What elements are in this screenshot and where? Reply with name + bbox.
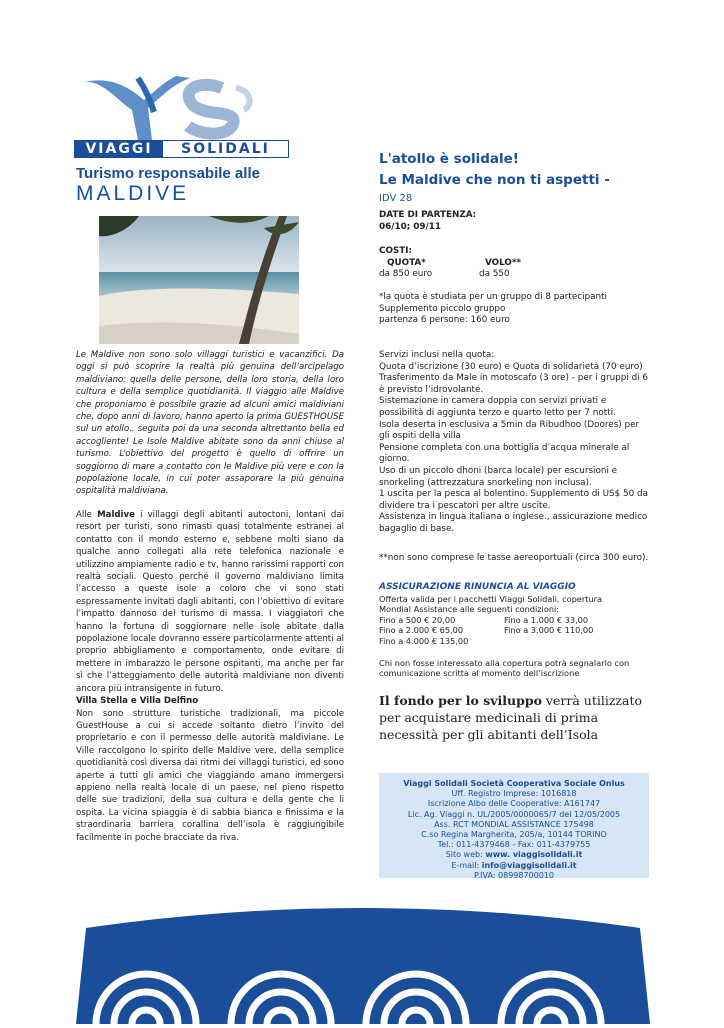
header-tagline: Turismo responsabile alle [76,165,260,182]
logo-word-solidali: SOLIDALI [181,141,270,157]
insurance-note-line: Chi non fosse interessato alla copertura potrà segnalarlo con [379,658,630,668]
volo-label: VOLO** [485,258,522,268]
service-item: Uso di un piccolo dhoni (barca locale) per escursioni e snorkeling (attrezzatura snorkeling non inclusa). [379,465,618,488]
insurance-note-line: comunicazione scritta al momento dell’iscrizione [379,668,580,679]
contact-line: Tel.: 011-4379468 - Fax: 011-4379755 [437,840,591,850]
insurance-cell: Fino a 1.000 € 33,00 [504,614,589,625]
volo-value: da 550 [479,269,510,279]
swirl-pattern-icon [76,898,650,1024]
vat-number: P.IVA: 08998700010 [474,870,554,880]
contact-line: C.so Regina Margherita, 205/a, 10144 TORINO [421,830,607,840]
quota-value: da 850 euro [379,269,433,279]
insurance-line: Mondial Assistance alle seguenti condizioni: [379,604,560,615]
decorative-swirl-banner [76,898,650,1024]
contact-line: Lic. Ag. Viaggi n. UL/2005/0000065/7 del 12/05/2005 [407,809,621,819]
logo-wordmark [74,140,289,158]
body-p1-prefix: Alle [76,510,98,520]
quota-label: QUOTA* [387,258,426,268]
email-line [379,861,649,871]
quota-note-line: *la quota è studiata per un gruppo di 8 partecipanti [379,292,607,302]
body-p1-bold: Maldive [97,510,135,520]
website-link[interactable]: www. viaggisolidali.it [485,850,583,860]
trip-subtitle: Le Maldive che non ti aspetti - [379,172,610,188]
insurance-row [379,636,629,646]
insurance-heading: ASSICURAZIONE RINUNCIA AL VIAGGIO [379,582,576,592]
trip-code: IDV 28 [379,193,413,204]
email-link[interactable]: info@viaggisolidali.it [481,860,577,870]
airport-tax-note: **non sono comprese le tasse aereoportuali (circa 300 euro). [379,553,649,563]
company-name: Viaggi Solidali Società Cooperativa Sociale Onlus [403,779,625,788]
service-item: Trasferimento da Male in motoscafo (3 ore) - per i gruppi di 6 è previsto l’idrovolante. [379,373,649,395]
service-item: Quota d’iscrizione (30 euro) e Quota di solidarietà (70 euro) [379,361,643,372]
cost-values [379,269,579,281]
insurance-row [379,625,629,635]
fund-rest: verrà utilizzato per acquistare medicinali di prima necessità per gli abitanti dell’Isola [379,693,643,742]
body-paragraph-1 [76,509,344,695]
insurance-line: Offerta valida per i pacchetti Viaggi Solidali, copertura [379,594,602,604]
villa-subheading: Villa Stella e Villa Delfino [76,696,199,707]
insurance-row [379,615,629,625]
insurance-note [379,658,649,679]
contact-line: Iscrizione Albo delle Cooperative: A161747 [427,799,601,809]
service-item: 1 uscita per la pesca al bolentino. Supplemento di US$ 50 da dividere tra i pescatori per altre uscite. [379,489,649,511]
contact-box [379,773,649,878]
body-p1-rest: i villaggi degli abitanti autoctoni, lontani dai resort per turisti, sono rimasti quasi totalmente estranei al contatto con il mondo esterno e, sebbene molti siano da qualche anno collegati alla rete telefonica nazionale e utilizzino ampiamente radio e tv, hanno rarissimi rapporti con realtà sociali. Questo perché il governo maldiviano limita l’accesso a queste isole a coloro che vi sono stati espressamente invitati dagli abitanti, con l’obiettivo di evitare l’impatto dannoso del turismo di massa. I viaggiatori che hanno la fortuna di soggiornare nelle isole abitate dalla popolazione locale dovranno essere particolarmente attenti al proprio abbigliamento e comportamento, onde evitare di mettere in imbarazzo le persone ospitanti, ma anche per far sì che l’atteggiamento delle autorità maldiviane non diventi ancora più intransigente in futuro. [76,510,344,694]
insurance-cell: Fino a 4.000 € 135,00 [379,635,469,646]
website-line [379,850,649,860]
service-item: Assistenza in lingua italiana o inglese., assicurazione medico bagaglio di base. [379,512,648,534]
insurance-cell: Fino a 2.000 € 65,00 [379,625,464,636]
intro-paragraph: Le Maldive non sono solo villaggi turistici e vacanzifici. Da oggi si può scoprire la realtà più genuina dell’arcipelago maldiviano: quella delle persone, della loro storia, della loro cultura e della semplice quotidianità. Il viaggio alle Maldive che proponiamo è possibile grazie ad alcuni amici maldiviani che, dopo anni di lavoro, hanno aperto la prima GUESTHOUSE sul un atollo.. seguita poi da una seconda altrettanto bella ed accogliente! Le Isole Maldive abitate sono da anni chiuse al turismo. L’obiettivo del progetto è quello di offrire un soggiorno di mare a contatto con le Maldive più vere e con la popolazione locale, in cui poter assaporare la più genuina ospitalità maldiviana. [76,350,344,497]
quota-note [379,292,607,327]
services-list [379,350,651,536]
service-item: Pensione completa con una bottiglia d’acqua minerale al giorno. [379,442,630,465]
services-heading: Servizi inclusi nella quota: [379,350,495,360]
viaggi-solidali-logo [72,70,292,160]
development-fund [379,692,659,743]
beach-photo [99,216,299,344]
contact-line: Uff. Registro Imprese: 1016818 [451,789,577,799]
costs-label: COSTI: [379,246,413,256]
dates-label: DATE DI PARTENZA: [379,210,477,220]
insurance-cell: Fino a 500 € 20,00 [379,614,456,625]
website-label: Sito web: [445,850,486,860]
ys-logo-mark-icon [72,70,292,142]
quota-note-line: partenza 6 persone: 160 euro [379,315,510,326]
insurance-cell: Fino a 3.000 € 110,00 [504,625,594,636]
logo-word-viaggi: VIAGGI [75,141,163,157]
insurance-cell [504,636,629,646]
quota-note-line: Supplemento piccolo gruppo [379,303,506,314]
body-paragraph-2: Non sono strutture turistiche tradizionali, ma piccole GuestHouse a cui si accede soltanto dietro l’invito del proprietario e con il permesso delle autorità maldiviane. Le Ville raccolgono lo spirito delle Maldive vere, della semplice quotidianità così diversa dai ritmi dei villaggi turistici, ed sono aperte a tutti gli amici che viaggiando amano immergersi appieno nella realtà locale di un paese, nel pieno rispetto delle sue tradizioni, della sua cultura e della gente che li ospita. La vicina spiaggia è di sabbia bianca e finissima e la straordinaria barriera corallina dell’isola è raggiungibile facilmente in poche bracciate da riva. [76,708,344,843]
fund-bold: Il fondo per lo sviluppo [379,693,542,708]
contact-line: Ass. RCT MONDIAL ASSISTANCE 175498 [434,819,594,829]
destination-title: MALDIVE [76,182,190,205]
email-label: E-mail: [451,860,482,870]
service-item: Sistemazione in camera doppia con servizi privati e possibilità di aggiunta terzo e quarto letto per 7 notti. [379,396,616,418]
dates-value: 06/10; 09/11 [379,222,441,232]
trip-title: L'atollo è solidale! [379,151,519,167]
insurance-body [379,594,629,646]
service-item: Isola deserta in esclusiva a 5min da Ribudhoo (Doores) per gli ospiti della villa [379,419,640,442]
body-text [76,509,344,844]
